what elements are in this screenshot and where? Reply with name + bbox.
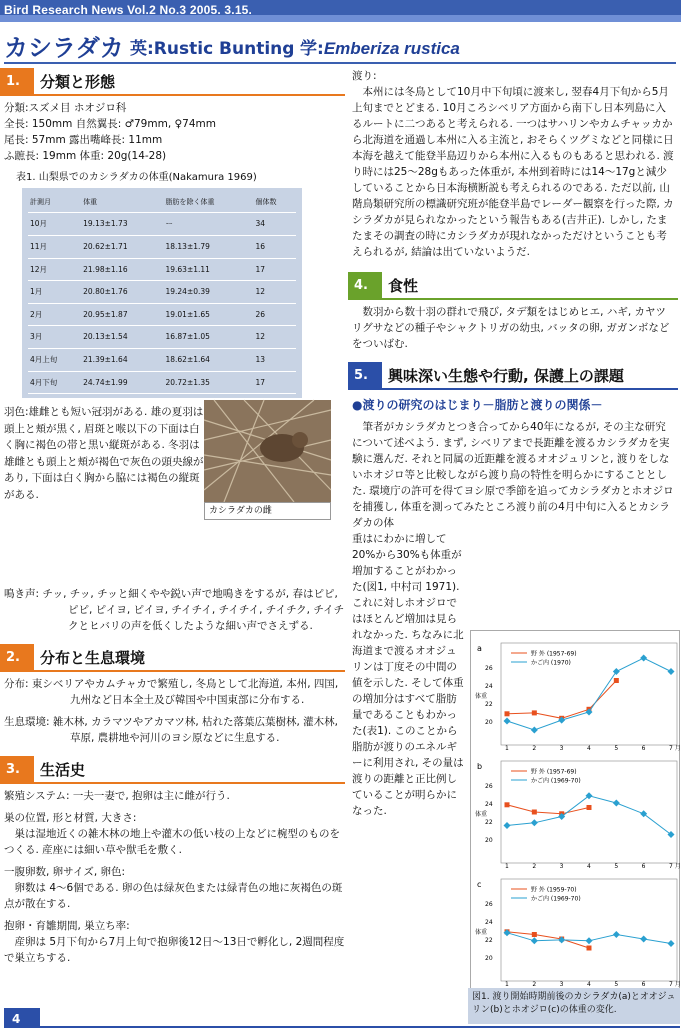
x-tick-label: 2 (532, 863, 537, 870)
table-row (28, 371, 296, 394)
nest-heading: 巣の位置, 形と材質, 大きさ: (4, 812, 137, 825)
section-1-heading: 1. 分類と形態 (0, 68, 345, 94)
tail-line: 尾長: 57mm 露出嘴峰長: 11mm (4, 134, 163, 146)
photo-caption: カシラダカの雌 (204, 502, 331, 520)
series-line (507, 658, 671, 730)
table-cell: 13 (254, 349, 297, 372)
title-japanese: カシラダカ (4, 34, 124, 62)
series-line (507, 796, 671, 835)
x-tick-label: 1 (505, 863, 509, 870)
migration-label: 渡り: (352, 70, 377, 82)
table-cell: 19.13±1.73 (81, 213, 163, 236)
x-tick-label: 5 (614, 745, 619, 752)
data-point (587, 946, 592, 951)
table-cell: 20.62±1.71 (81, 235, 163, 258)
section-2-heading: 2. 分布と生息環境 (0, 644, 345, 670)
distribution-text: 分布: 東シベリアやカムチャカで繁殖し, 冬鳥として北海道, 本州, 四国, 九州など日本全土及び韓国や中国東部に分布する. (4, 678, 339, 707)
figure-caption: 図1. 渡り開始時期前後のカシラダカ(a)とオオジュリン(b)とホオジロ(c)の体重の変化. (468, 988, 680, 1024)
legend-entry: かご内 (1969-70) (531, 895, 581, 903)
y-tick-label: 20 (485, 837, 493, 844)
y-tick-label: 22 (485, 937, 493, 944)
data-point (531, 937, 538, 944)
title-english: 英:Rustic Bunting (130, 39, 295, 59)
legend-entry: かご内 (1969-70) (531, 777, 581, 785)
y-tick-label: 22 (485, 701, 493, 708)
data-point (532, 810, 537, 815)
table-row (28, 326, 296, 349)
y-tick-label: 20 (485, 719, 493, 726)
data-point (668, 668, 675, 675)
article-title (4, 30, 676, 64)
table-row (28, 303, 296, 326)
x-tick-label: 4 (587, 981, 591, 988)
table-cell: 20.80±1.76 (81, 281, 163, 304)
table-header: 計測月 (28, 192, 81, 213)
table-cell: 4月下旬 (28, 371, 81, 394)
data-point (531, 819, 538, 826)
table-cell: 2月 (28, 303, 81, 326)
table-row (28, 281, 296, 304)
table-cell: 17 (254, 371, 297, 394)
page-number: 4 (4, 1008, 40, 1028)
incubation-heading: 抱卵・育雛期間, 巣立ち率: (4, 920, 130, 933)
y-tick-label: 26 (485, 665, 493, 672)
table-cell: 12月 (28, 258, 81, 281)
table-cell: 20.95±1.87 (81, 303, 163, 326)
section-4-heading: 4. 食性 (348, 272, 678, 298)
table-row (28, 258, 296, 281)
table-row (28, 235, 296, 258)
figure-1 (470, 630, 680, 1008)
legend-entry: 野 外 (1957-69) (531, 650, 577, 658)
x-tick-label: 4 (587, 863, 591, 870)
table-cell: 19.24±0.39 (163, 281, 253, 304)
chart-frame (501, 761, 677, 863)
y-tick-label: 24 (485, 683, 493, 690)
diet-text: 数羽から数十羽の群れで飛び, タデ類をはじめヒエ, ハギ, カヤツリグサなどの種子やシャクトリガの幼虫, バッタの卵, ガガンボなどをついばむ. (352, 306, 670, 350)
table-row (28, 349, 296, 372)
x-tick-label: 2 (532, 745, 537, 752)
figure-charts (471, 631, 679, 987)
research-paragraph-2: 重はにわかに増して20%から30%も体重が増加することがわかった(図1, 中村司 1971). これに対しホオジロではほとんど増加は見られなかった. ちなみに北海道まで渡るオオジュリンは丁度その中間の値を示した. そして体重の増加分はすべて脂肪量であることもわかった(表1). このことから脂肪が渡りのエネルギーに利用され, その量は渡りの距離と正比例していることが明らかになった. (352, 532, 464, 817)
table-row (28, 213, 296, 236)
x-tick-label: 4 (587, 745, 591, 752)
header-bar (0, 0, 681, 22)
data-point (586, 937, 593, 944)
subsection-heading: ●渡りの研究のはじまり－脂肪と渡りの関係－ (352, 398, 603, 412)
table-cell: 11月 (28, 235, 81, 258)
chart-letter: a (477, 644, 482, 653)
x-tick-label: 6 (641, 981, 646, 988)
y-tick-label: 20 (485, 955, 493, 962)
x-tick-label: 5 (614, 863, 619, 870)
table-cell: 12 (254, 281, 297, 304)
table-cell: 20.13±1.54 (81, 326, 163, 349)
data-point (505, 711, 510, 716)
tarsus-line: ふ蹠長: 19mm 体重: 20g(14-28) (4, 150, 167, 162)
breeding-system: 繁殖システム: 一夫一妻で, 抱卵は主に雌が行う. (4, 790, 230, 803)
journal-title: Bird Research News Vol.2 No.3 2005. 3.15. (4, 3, 253, 17)
title-scientific: 学:Emberiza rustica (300, 39, 460, 59)
habitat-text: 生息環境: 雑木林, カラマツやアカマツ林, 枯れた落葉広葉樹林, 灌木林, 草原, 農耕地や河川のヨシ原などに生息する. (4, 716, 339, 745)
y-tick-label: 26 (485, 901, 493, 908)
x-tick-label: 1 (505, 981, 509, 988)
x-tick-label: 3 (559, 745, 564, 752)
series-line (507, 681, 616, 719)
incubation-text: 産卵は 5月下旬から7月上旬で抱卵後12日〜13日で孵化し, 2週間程度で巣立ちする. (4, 936, 345, 965)
feather-text: 羽色:雄雌とも短い冠羽がある. 雄の夏羽は頭上と頬が黒く, 眉斑と喉以下の下面は白く胸に褐色の帯と黒い縦斑がある. 冬羽は雄雌とも頭上と頬が褐色で灰色の頭央線があり, 下面は白く胸から脇には褐色の縦斑がある. (4, 406, 204, 501)
data-point (504, 822, 511, 829)
data-point (504, 718, 511, 725)
table-cell: 21.39±1.64 (81, 349, 163, 372)
x-tick-label: 6 (641, 745, 646, 752)
y-tick-label: 24 (485, 919, 493, 926)
table-cell: ー (163, 213, 253, 236)
x-tick-label: 1 (505, 745, 509, 752)
table-cell: 17 (254, 258, 297, 281)
y-axis-label: 体重 (475, 693, 488, 700)
x-tick-label: 7 月 (669, 981, 681, 988)
x-tick-label: 5 (614, 981, 619, 988)
x-tick-label: 2 (532, 981, 537, 988)
table-cell: 18.13±1.79 (163, 235, 253, 258)
weight-table (22, 188, 302, 399)
data-point (613, 668, 620, 675)
voice-text: 鳴き声: チッ, チッ, チッと細くやや鋭い声で地鳴きをするが, 春はピピ, ピピ, ピイヨ, ピイヨ, チイチイ, チイチイ, チイチク, チイチクとヒバリの声を低くしたような細い声でさえずる. (4, 588, 345, 633)
section-3-heading: 3. 生活史 (0, 756, 345, 782)
x-tick-label: 6 (641, 863, 646, 870)
nest-text: 巣は湿地近くの雑木林の地上や灌木の低い枝の上などに椀型のものをつくる. 産座には細い草や獣毛を敷く. (4, 828, 340, 857)
table-cell: 18.62±1.64 (163, 349, 253, 372)
x-tick-label: 3 (559, 981, 564, 988)
chart-letter: b (477, 762, 483, 771)
table-cell: 16.87±1.05 (163, 326, 253, 349)
data-point (668, 940, 675, 947)
table-cell: 19.63±1.11 (163, 258, 253, 281)
data-point (640, 936, 647, 943)
length-line: 全長: 150mm 自然翼長: ♂79mm, ♀74mm (4, 118, 216, 130)
data-point (587, 805, 592, 810)
table-cell: 34 (254, 213, 297, 236)
table-cell: 12 (254, 326, 297, 349)
research-paragraph-1: 筆者がカシラダカとつき合ってから40年になるが, その主な研究について述べよう. まず, シベリアまで長距離を渡るカシラダカを実験に選んだ. それと同属の近距離を渡るオオジュリンと, 渡りをしないホオジロ等と比較しながら渡り鳥の特性を明らかにすることとした. 環境庁の許可を得てヨシ原で季節を追ってカシラダカとホオジロを捕獲し, 体重を測ってみたところ渡り前の4月中旬に入るとカシラダカの体 (352, 420, 674, 529)
x-tick-label: 7 月 (669, 863, 681, 870)
data-point (614, 678, 619, 683)
table-cell: 21.98±1.16 (81, 258, 163, 281)
legend-entry: 野 外 (1957-69) (531, 768, 577, 776)
egg-text: 卵数は 4〜6個である. 卵の色は緑灰色または緑青色の地に灰褐色の斑点が散在する. (4, 882, 343, 911)
table-cell: 10月 (28, 213, 81, 236)
series-line (507, 805, 589, 814)
table-cell: 16 (254, 235, 297, 258)
chart-frame (501, 643, 677, 745)
data-point (532, 710, 537, 715)
y-tick-label: 22 (485, 819, 493, 826)
table-header: 個体数 (254, 192, 297, 213)
table-header: 脂肪を除く体重 (163, 192, 253, 213)
table-cell: 1月 (28, 281, 81, 304)
x-tick-label: 3 (559, 863, 564, 870)
data-point (532, 932, 537, 937)
y-tick-label: 24 (485, 801, 493, 808)
y-axis-label: 体重 (475, 811, 488, 818)
data-point (531, 727, 538, 734)
table-caption: 表1. 山梨県でのカシラダカの体重(Nakamura 1969) (16, 172, 257, 183)
data-point (505, 802, 510, 807)
x-tick-label: 7 月 (669, 745, 681, 752)
section-5-heading: 5. 興味深い生態や行動, 保護上の課題 (348, 362, 678, 388)
y-axis-label: 体重 (475, 929, 488, 936)
data-point (613, 800, 620, 807)
data-point (640, 655, 647, 662)
table-cell: 19.01±1.65 (163, 303, 253, 326)
table-cell: 24.74±1.99 (81, 371, 163, 394)
data-point (613, 931, 620, 938)
table-header: 体重 (81, 192, 163, 213)
bird-photo (204, 400, 331, 502)
table-cell: 20.72±1.35 (163, 371, 253, 394)
migration-text: 本州には冬鳥として10月中下旬頃に渡来し, 翌春4月下旬から5月上旬までとどまる. 10月ころシベリア方面から南下し日本列島に入るルートに二つあると考えられる. 一つはサハリンやカムチャッカから北海道を通過し本州に入る主流と, おそらくツグミなどと同様に日本海を越えて能登半島辺りから本州に入るものもあると思われる. 渡り時には25〜28gもあった体重が, 本州到着時には14〜17gと減少していることから日本海横断説も考えられるのである. ただ以前, 山階鳥類研究所の標識研究班が能登半島でレーダー観察を行った際, カシラダカが見られなかったという報告もある(吉井正). しかし, たまたまその調査の時にカシラダカが現れなかっただけということも考えられるが, 結論は出ていないようだ. (352, 86, 674, 258)
egg-heading: 一腹卵数, 卵サイズ, 卵色: (4, 866, 126, 879)
y-tick-label: 26 (485, 783, 493, 790)
table-cell: 26 (254, 303, 297, 326)
legend-entry: かご内 (1970) (531, 659, 571, 667)
chart-frame (501, 879, 677, 981)
legend-entry: 野 外 (1959-70) (531, 886, 577, 894)
footer-line (40, 1026, 680, 1028)
table-cell: 4月上旬 (28, 349, 81, 372)
table-cell: 3月 (28, 326, 81, 349)
bird-photo-image (204, 400, 331, 502)
chart-letter: c (477, 880, 482, 889)
taxonomy-line: 分類:スズメ目 ホオジロ科 (4, 102, 127, 114)
